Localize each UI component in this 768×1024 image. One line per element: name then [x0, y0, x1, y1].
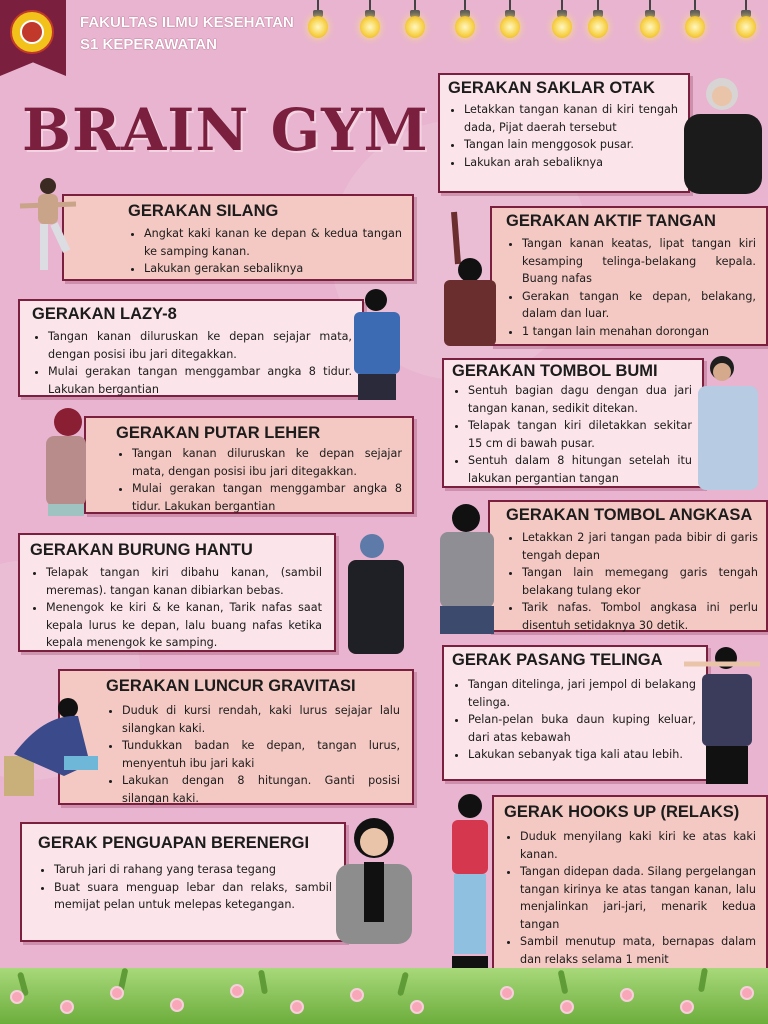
card-item: • Telapak tangan kiri diletakkan sekitar 15 cm di bawah pusar. — [468, 417, 692, 452]
card-item: • Lakukan arah sebaliknya — [464, 154, 678, 172]
card-item: • Tangan lain menggosok pusar. — [464, 136, 678, 154]
person-figure-icon — [340, 532, 416, 654]
card-gerakan-tombol-angkasa — [488, 500, 768, 632]
card-gerakan-burung-hantu — [18, 533, 336, 652]
card-item: • Taruh jari di rahang yang terasa tegang — [54, 861, 332, 879]
card-item: • Tangan kanan keatas, lipat tangan kiri kesamping telinga-belakang kepala. Buang nafas — [522, 235, 756, 288]
card-item: • Tangan didepan dada. Silang pergelangan tangan kirinya ke atas tangan kanan, lalu menjalinkan jari-jari, menarik kedua tangan — [520, 863, 756, 933]
person-figure-icon — [674, 72, 768, 194]
card-title: GERAKAN LAZY-8 — [32, 305, 177, 323]
light-bulb-icon — [360, 0, 380, 44]
card-item: • Telapak tangan kiri dibahu kanan, (sambil meremas). tangan kanan dibiarkan bebas. — [46, 564, 322, 599]
card-item: • Tangan ditelinga, jari jempol di belakang telinga. — [468, 676, 696, 711]
card-item: • Tangan kanan diluruskan ke depan sejajar mata, dengan posisi ibu jari ditegakkan. — [132, 445, 402, 480]
card-item: • Sentuh bagian dagu dengan dua jari tangan kanan, sedikit ditekan. — [468, 382, 692, 417]
flower-icon — [740, 986, 754, 1000]
flower-icon — [230, 984, 244, 998]
card-gerakan-lazy-8 — [18, 299, 364, 397]
card-item: • Tangan kanan diluruskan ke depan sejajar mata, dengan posisi ibu jari ditegakkan. — [48, 328, 352, 363]
card-item: • Tangan lain memegang garis tengah belakang tulang ekor — [522, 564, 758, 599]
person-figure-icon — [40, 404, 90, 516]
card-gerakan-saklar-otak — [438, 73, 690, 193]
card-title: GERAKAN SILANG — [128, 202, 279, 220]
string-lights — [300, 0, 768, 50]
flower-icon — [60, 1000, 74, 1014]
card-item: • Buat suara menguap lebar dan relaks, sambil memijat pelan untuk melepas ketegangan. — [54, 879, 332, 914]
faculty-heading — [80, 12, 294, 56]
card-item: • Mulai gerakan tangan menggambar angka 8 tidur. Lakukan bergantian — [132, 480, 402, 515]
card-gerakan-silang — [62, 194, 414, 281]
person-figure-icon — [676, 644, 768, 784]
person-figure-icon — [444, 792, 496, 978]
card-gerak-penguapan-berenergi — [20, 822, 346, 942]
card-item: • Lakukan sebanyak tiga kali atau lebih. — [468, 746, 696, 764]
card-item: • Pelan-pelan buka daun kuping keluar, dari atas kebawah — [468, 711, 696, 746]
card-item: • Letakkan tangan kanan di kiri tengah dada, Pijat daerah tersebut — [464, 101, 678, 136]
light-bulb-icon — [308, 0, 328, 44]
card-item: • Sambil menutup mata, bernapas dalam dan relaks selama 1 menit — [520, 933, 756, 968]
card-title: GERAKAN LUNCUR GRAVITASI — [106, 677, 356, 695]
person-figure-icon — [440, 208, 500, 348]
card-title: GERAKAN PUTAR LEHER — [116, 424, 321, 442]
card-item: • Menengok ke kiri & ke kanan, Tarik nafas saat kepala lurus ke depan, lalu buang nafas ketika kepala menengok ke samping. — [46, 599, 322, 652]
flower-icon — [560, 1000, 574, 1014]
light-bulb-icon — [736, 0, 756, 44]
flower-icon — [680, 1000, 694, 1014]
card-title: GERAK HOOKS UP (RELAKS) — [504, 803, 740, 821]
card-gerak-hooks-up — [492, 795, 768, 971]
card-item: • Tundukkan badan ke depan, tangan lurus, menyentuh ibu jari kaki — [122, 737, 400, 772]
flower-icon — [110, 986, 124, 1000]
flower-icon — [290, 1000, 304, 1014]
flower-icon — [620, 988, 634, 1002]
university-logo-icon — [10, 10, 54, 54]
card-item: • Mulai gerakan tangan menggambar angka 8 tidur. Lakukan bergantian — [48, 363, 352, 398]
card-item: • Lakukan dengan 8 hitungan. Ganti posisi silangan kaki. — [122, 772, 400, 807]
card-title: GERAKAN TOMBOL ANGKASA — [506, 506, 753, 524]
person-figure-icon — [694, 352, 764, 490]
card-title: GERAKAN SAKLAR OTAK — [448, 79, 655, 97]
faculty-name: FAKULTAS ILMU KESEHATAN — [80, 14, 294, 31]
card-title: GERAK PENGUAPAN BERENERGI — [38, 834, 310, 852]
person-figure-icon — [436, 500, 498, 634]
card-item: • Sentuh dalam 8 hitungan setelah itu lakukan pergantian tangan — [468, 452, 692, 487]
light-bulb-icon — [588, 0, 608, 44]
light-bulb-icon — [640, 0, 660, 44]
card-title: GERAKAN TOMBOL BUMI — [452, 362, 658, 380]
card-item: • Tarik nafas. Tombol angkasa ini perlu disentuh setidaknya 30 detik. — [522, 599, 758, 634]
program-name: S1 KEPERAWATAN — [80, 36, 217, 53]
flower-icon — [350, 988, 364, 1002]
flower-icon — [500, 986, 514, 1000]
poster-title: BRAIN GYM — [22, 96, 429, 164]
person-figure-icon — [16, 176, 80, 280]
card-title: GERAKAN BURUNG HANTU — [30, 541, 253, 559]
light-bulb-icon — [500, 0, 520, 44]
light-bulb-icon — [455, 0, 475, 44]
flower-icon — [10, 990, 24, 1004]
card-item: • Duduk di kursi rendah, kaki lurus sejajar lalu silangkan kaki. — [122, 702, 400, 737]
person-figure-icon — [4, 694, 102, 798]
card-item: • Duduk menyilang kaki kiri ke atas kaki kanan. — [520, 828, 756, 863]
card-gerakan-aktif-tangan — [490, 206, 768, 346]
card-title: GERAK PASANG TELINGA — [452, 651, 663, 669]
light-bulb-icon — [552, 0, 572, 44]
card-item: • Letakkan 2 jari tangan pada bibir di garis tengah depan — [522, 529, 758, 564]
card-item: • 1 tangan lain menahan dorongan — [522, 323, 756, 341]
card-item: • Angkat kaki kanan ke depan & kedua tangan ke samping kanan. — [144, 225, 402, 260]
person-figure-icon — [346, 286, 408, 400]
card-title: GERAKAN AKTIF TANGAN — [506, 212, 716, 230]
flower-icon — [410, 1000, 424, 1014]
card-gerak-pasang-telinga — [442, 645, 708, 781]
light-bulb-icon — [405, 0, 425, 44]
card-item: • Lakukan gerakan sebaliknya — [144, 260, 402, 278]
person-figure-icon — [326, 812, 422, 944]
card-gerakan-luncur-gravitasi — [58, 669, 414, 805]
card-gerakan-tombol-bumi — [442, 358, 704, 488]
card-gerakan-putar-leher — [84, 416, 414, 514]
card-item: • Gerakan tangan ke depan, belakang, dalam dan luar. — [522, 288, 756, 323]
flower-icon — [170, 998, 184, 1012]
light-bulb-icon — [685, 0, 705, 44]
